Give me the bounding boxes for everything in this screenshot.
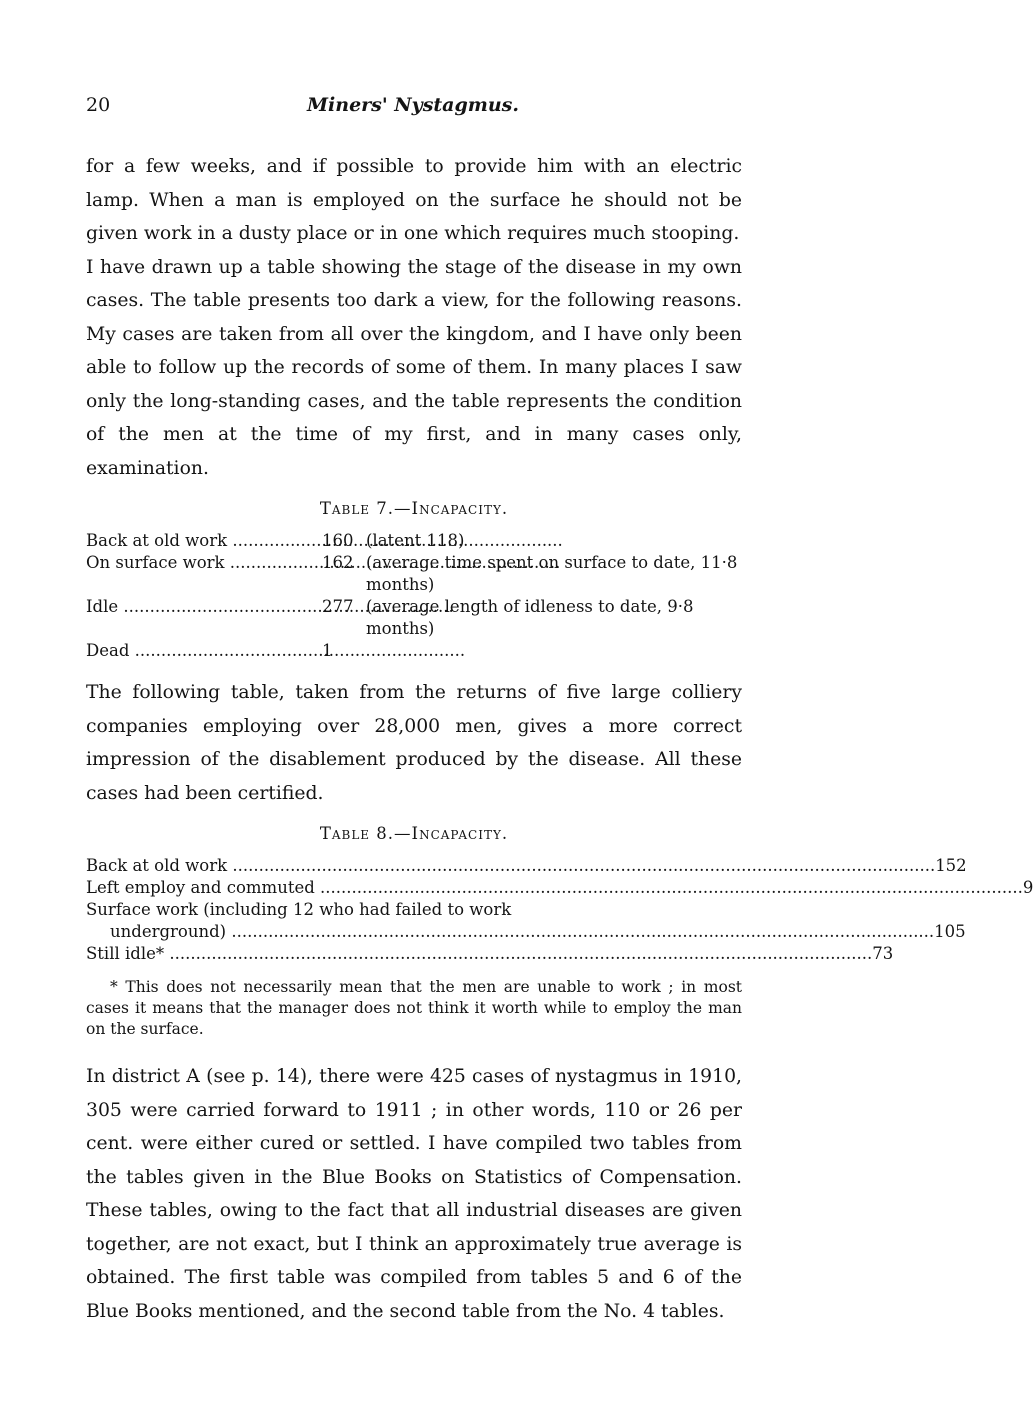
row-note: (average length of idleness to date, 9·8 months) <box>366 597 694 638</box>
table-8 <box>86 855 1033 965</box>
table-row <box>86 899 966 943</box>
table-row <box>86 530 742 552</box>
page-number: 20 <box>86 94 111 116</box>
row-value: 277 <box>322 597 354 616</box>
table-row <box>86 640 742 662</box>
paragraph-1: for a few weeks, and if possible to provide him with an electric lamp. When a man is employed on the surface he should not be given work in a dusty place or in one which requires much stooping. <box>86 156 742 244</box>
row-value: 162 <box>322 553 354 572</box>
row-value: 9 <box>1022 878 1033 897</box>
row-value: 152 <box>935 856 967 875</box>
footnote: * This does not necessarily mean that the men are unable to work ; in most cases it means that the manager does not think it worth while to employ the man on the surface. <box>86 978 742 1038</box>
table-row <box>86 877 1033 899</box>
table-row <box>86 855 967 877</box>
row-value: 160 <box>322 531 354 550</box>
table-7-caption: Table 7.—Incapacity. <box>319 499 509 518</box>
row-label: Still idle* ..... <box>86 943 872 965</box>
row-label: Idle ..... <box>86 596 322 640</box>
table-8-caption: Table 8.—Incapacity. <box>319 824 509 843</box>
row-note: (average time spent on surface to date, 11·8 months) <box>366 553 738 594</box>
paragraph-3: The following table, taken from the returns of five large colliery companies employing over 28,000 men, gives a more correct impression of the disablement produced by the disease. All these cases had been certified. <box>86 682 742 804</box>
row-label: Left employ and commuted ..... <box>86 877 1023 899</box>
table-row <box>86 552 742 596</box>
page-body <box>86 150 1033 1328</box>
table-7 <box>86 530 742 662</box>
row-label: Back at old work ..... <box>86 855 935 877</box>
page-header <box>86 94 740 124</box>
table-row <box>86 596 742 640</box>
row-label: Back at old work ..... <box>86 530 322 552</box>
row-value: 105 <box>934 922 966 941</box>
row-label: Dead ..... <box>86 640 322 662</box>
row-label: Surface work (including 12 who had failed to work <box>86 900 512 919</box>
row-value: 73 <box>872 944 894 963</box>
row-note: (latent 118) <box>366 531 465 550</box>
row-value: 1 <box>322 641 333 660</box>
paragraph-4: In district A (see p. 14), there were 425 cases of nystagmus in 1910, 305 were carried forward to 1911 ; in other words, 110 or 26 per cent. were either cured or settled. I have compiled two tables from the tables given in the Blue Books on Statistics of Compensation. These tables, owing to the fact that all industrial diseases are given together, are not exact, but I think an approximately true average is obtained. The first table was compiled from tables 5 and 6 of the Blue Books mentioned, and the second table from the No. 4 tables. <box>86 1066 742 1322</box>
table-row <box>86 943 894 965</box>
running-title: Miners' Nystagmus. <box>307 94 519 116</box>
row-note <box>366 640 742 662</box>
paragraph-2: I have drawn up a table showing the stage of the disease in my own cases. The table presents too dark a view, for the following reasons. My cases are taken from all over the kingdom, and I have only been able to follow up the records of some of them. In many places I saw only the long-standing cases, and the table represents the condition of the men at the time of my first, and in many cases only, examination. <box>86 256 742 479</box>
row-label-continued: underground) ..... <box>86 921 934 943</box>
row-label: On surface work ..... <box>86 552 322 596</box>
